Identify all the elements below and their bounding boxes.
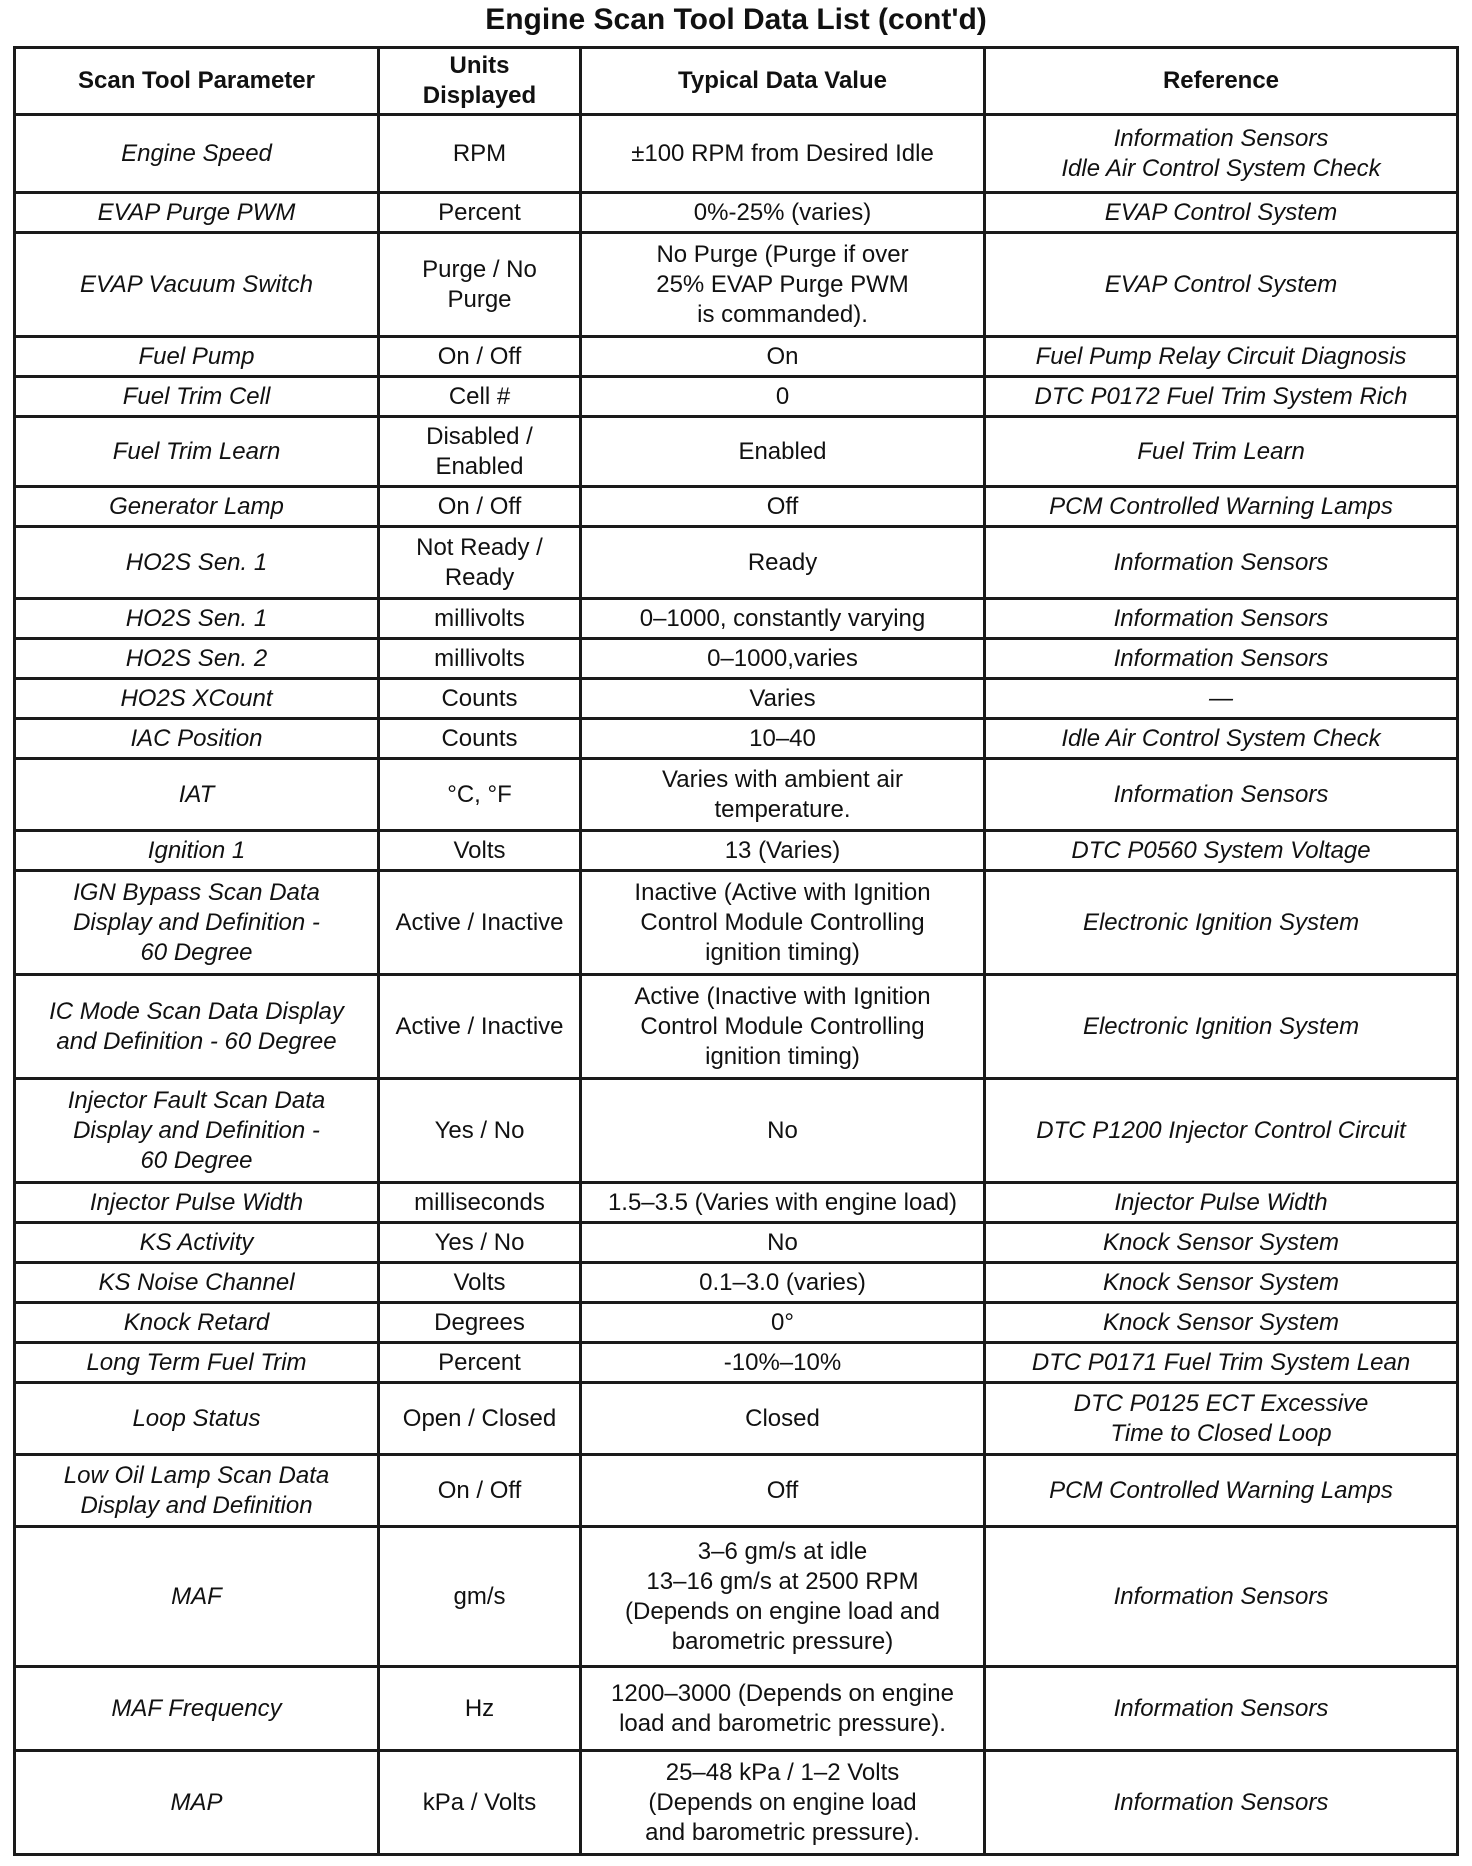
cell-typical-value-line: Off <box>766 1476 799 1504</box>
cell-typical-value-line: (Depends on engine load and <box>625 1597 940 1625</box>
cell-parameter <box>15 377 379 417</box>
cell-parameter-line: Fuel Trim Cell <box>122 382 271 410</box>
cell-parameter-line: Display and Definition - <box>73 908 320 936</box>
cell-parameter <box>15 115 379 193</box>
cell-typical-value-line: No <box>767 1228 798 1256</box>
table-row <box>15 1527 1458 1667</box>
table-row <box>15 1455 1458 1527</box>
header-typical-data-value: Typical Data Value <box>581 48 985 115</box>
cell-parameter <box>15 1527 379 1667</box>
cell-typical-value <box>581 1263 985 1303</box>
cell-reference <box>985 487 1458 527</box>
cell-typical-value-line: Control Module Controlling <box>640 908 925 936</box>
cell-typical-value-line: 0%-25% (varies) <box>693 198 872 226</box>
cell-units-line: Enabled <box>435 452 524 480</box>
cell-typical-value-line: Control Module Controlling <box>640 1012 925 1040</box>
cell-parameter-line: KS Noise Channel <box>98 1268 295 1296</box>
cell-units-line: Hz <box>464 1694 495 1722</box>
table-row <box>15 759 1458 831</box>
cell-units <box>379 1263 581 1303</box>
cell-parameter-line: HO2S Sen. 1 <box>125 604 268 632</box>
cell-typical-value-line: No Purge (Purge if over <box>656 240 909 268</box>
table-row <box>15 417 1458 487</box>
table-body <box>15 115 1458 1855</box>
cell-typical-value <box>581 599 985 639</box>
cell-typical-value-line: 1200–3000 (Depends on engine <box>611 1679 954 1707</box>
table-row <box>15 1223 1458 1263</box>
cell-parameter-line: EVAP Vacuum Switch <box>80 270 313 298</box>
cell-parameter-line: HO2S Sen. 2 <box>125 644 268 672</box>
cell-typical-value <box>581 417 985 487</box>
cell-typical-value <box>581 1383 985 1455</box>
cell-units <box>379 871 581 975</box>
cell-typical-value-line: 0.1–3.0 (varies) <box>699 1268 866 1296</box>
cell-parameter <box>15 487 379 527</box>
cell-typical-value <box>581 679 985 719</box>
cell-parameter-line: IC Mode Scan Data Display <box>49 997 344 1025</box>
cell-units <box>379 719 581 759</box>
cell-reference-line: Information Sensors <box>1113 1694 1329 1722</box>
cell-typical-value-line: ±100 RPM from Desired Idle <box>631 139 934 167</box>
cell-reference <box>985 417 1458 487</box>
cell-reference <box>985 1455 1458 1527</box>
cell-reference <box>985 1383 1458 1455</box>
cell-reference <box>985 831 1458 871</box>
cell-units <box>379 487 581 527</box>
cell-reference-line: PCM Controlled Warning Lamps <box>1049 492 1393 520</box>
cell-units <box>379 599 581 639</box>
cell-typical-value-line: 0–1000, constantly varying <box>639 604 926 632</box>
cell-units-line: Active / Inactive <box>395 1012 564 1040</box>
cell-typical-value <box>581 233 985 337</box>
cell-reference-line: Information Sensors <box>1113 548 1329 576</box>
cell-units <box>379 1383 581 1455</box>
header-units-line2: Displayed <box>422 82 537 109</box>
table-row <box>15 1263 1458 1303</box>
cell-units-line: millivolts <box>434 644 525 672</box>
cell-units <box>379 417 581 487</box>
cell-units <box>379 1667 581 1751</box>
cell-typical-value-line: Off <box>766 492 799 520</box>
cell-units-line: Disabled / <box>426 422 533 450</box>
cell-units <box>379 1079 581 1183</box>
cell-parameter-line: MAF Frequency <box>111 1694 282 1722</box>
page-title: Engine Scan Tool Data List (cont'd) <box>485 3 987 36</box>
cell-reference-line: Information Sensors <box>1113 124 1329 152</box>
cell-units-line: Volts <box>453 836 506 864</box>
cell-reference-line: Knock Sensor System <box>1102 1268 1340 1296</box>
cell-typical-value-line: Enabled <box>738 437 827 465</box>
cell-typical-value <box>581 1751 985 1855</box>
cell-parameter <box>15 639 379 679</box>
cell-parameter <box>15 719 379 759</box>
cell-reference <box>985 337 1458 377</box>
cell-units <box>379 233 581 337</box>
cell-typical-value <box>581 1667 985 1751</box>
cell-parameter-line: 60 Degree <box>140 1146 253 1174</box>
table-row <box>15 599 1458 639</box>
cell-reference <box>985 639 1458 679</box>
header-reference: Reference <box>985 48 1458 115</box>
cell-reference-line: DTC P0125 ECT Excessive <box>1073 1389 1369 1417</box>
cell-parameter-line: MAF <box>171 1582 222 1610</box>
cell-parameter <box>15 193 379 233</box>
cell-reference-line: DTC P0171 Fuel Trim System Lean <box>1031 1348 1411 1376</box>
cell-reference-line: Fuel Trim Learn <box>1137 437 1305 465</box>
cell-reference <box>985 1527 1458 1667</box>
cell-units-line: Ready <box>444 563 515 591</box>
cell-parameter <box>15 1667 379 1751</box>
cell-parameter-line: Long Term Fuel Trim <box>86 1348 307 1376</box>
cell-typical-value <box>581 1223 985 1263</box>
cell-typical-value <box>581 639 985 679</box>
cell-units-line: Purge <box>447 285 512 313</box>
cell-units <box>379 1455 581 1527</box>
cell-typical-value-line: 25–48 kPa / 1–2 Volts <box>665 1758 900 1786</box>
cell-typical-value <box>581 1527 985 1667</box>
cell-typical-value-line: 0 <box>775 382 790 410</box>
table-row <box>15 871 1458 975</box>
table-row <box>15 377 1458 417</box>
table-row <box>15 831 1458 871</box>
table-row <box>15 193 1458 233</box>
cell-parameter-line: Generator Lamp <box>109 492 284 520</box>
cell-units <box>379 527 581 599</box>
cell-typical-value-line: is commanded). <box>697 300 868 328</box>
cell-parameter-line: Fuel Trim Learn <box>112 437 281 465</box>
cell-reference-line: EVAP Control System <box>1104 270 1338 298</box>
cell-parameter <box>15 1223 379 1263</box>
cell-parameter-line: EVAP Purge PWM <box>97 198 296 226</box>
cell-reference-line: PCM Controlled Warning Lamps <box>1049 1476 1393 1504</box>
cell-typical-value-line: No <box>767 1116 798 1144</box>
scan-data-table <box>13 46 1459 1856</box>
cell-reference <box>985 1183 1458 1223</box>
cell-typical-value-line: temperature. <box>714 795 851 823</box>
cell-parameter-line: Engine Speed <box>121 139 272 167</box>
cell-typical-value-line: 0–1000,varies <box>707 644 858 672</box>
cell-typical-value-line: and barometric pressure). <box>645 1818 920 1846</box>
cell-reference <box>985 377 1458 417</box>
cell-reference <box>985 1667 1458 1751</box>
table-row <box>15 639 1458 679</box>
cell-parameter <box>15 1303 379 1343</box>
cell-typical-value-line: On <box>766 342 799 370</box>
cell-reference-line: Information Sensors <box>1113 644 1329 672</box>
cell-units <box>379 679 581 719</box>
cell-reference <box>985 599 1458 639</box>
cell-reference <box>985 115 1458 193</box>
cell-units <box>379 831 581 871</box>
cell-reference <box>985 527 1458 599</box>
cell-units <box>379 337 581 377</box>
cell-reference <box>985 233 1458 337</box>
cell-typical-value-line: 13–16 gm/s at 2500 RPM <box>646 1567 919 1595</box>
cell-reference-line: DTC P0172 Fuel Trim System Rich <box>1034 382 1408 410</box>
cell-units-line: RPM <box>452 139 507 167</box>
cell-parameter-line: HO2S Sen. 1 <box>125 548 268 576</box>
cell-parameter-line: Ignition 1 <box>147 836 246 864</box>
cell-reference <box>985 975 1458 1079</box>
cell-parameter-line: Loop Status <box>132 1404 261 1432</box>
table-row <box>15 487 1458 527</box>
cell-units-line: Yes / No <box>434 1228 525 1256</box>
cell-parameter <box>15 417 379 487</box>
cell-typical-value <box>581 759 985 831</box>
cell-typical-value-line: Inactive (Active with Ignition <box>634 878 931 906</box>
cell-typical-value-line: load and barometric pressure). <box>619 1709 946 1737</box>
cell-units <box>379 1343 581 1383</box>
cell-typical-value-line: (Depends on engine load <box>648 1788 917 1816</box>
cell-units-line: On / Off <box>437 342 522 370</box>
table-row <box>15 1751 1458 1855</box>
cell-reference-line: DTC P0560 System Voltage <box>1071 836 1371 864</box>
cell-units <box>379 193 581 233</box>
table-row <box>15 1667 1458 1751</box>
cell-parameter <box>15 599 379 639</box>
table-row <box>15 1303 1458 1343</box>
cell-reference <box>985 1079 1458 1183</box>
cell-reference-line: — <box>1209 684 1233 712</box>
cell-parameter <box>15 831 379 871</box>
cell-typical-value <box>581 527 985 599</box>
cell-units-line: Not Ready / <box>416 533 543 561</box>
cell-units-line: millivolts <box>434 604 525 632</box>
cell-units <box>379 1223 581 1263</box>
cell-typical-value <box>581 377 985 417</box>
cell-reference-line: Time to Closed Loop <box>1110 1419 1332 1447</box>
cell-reference-line: Information Sensors <box>1113 780 1329 808</box>
cell-typical-value <box>581 719 985 759</box>
cell-typical-value-line: 25% EVAP Purge PWM <box>656 270 909 298</box>
cell-reference-line: DTC P1200 Injector Control Circuit <box>1036 1116 1406 1144</box>
cell-typical-value-line: Varies with ambient air <box>662 765 903 793</box>
cell-typical-value-line: Active (Inactive with Ignition <box>634 982 931 1010</box>
table-row <box>15 1079 1458 1183</box>
cell-typical-value <box>581 487 985 527</box>
cell-units <box>379 1751 581 1855</box>
cell-reference <box>985 719 1458 759</box>
cell-typical-value <box>581 975 985 1079</box>
cell-units-line: Counts <box>441 684 518 712</box>
cell-parameter-line: and Definition - 60 Degree <box>56 1027 337 1055</box>
cell-units <box>379 377 581 417</box>
cell-units-line: Purge / No <box>422 255 537 283</box>
cell-units-line: Open / Closed <box>402 1404 557 1432</box>
table-row <box>15 975 1458 1079</box>
cell-units <box>379 1527 581 1667</box>
cell-typical-value <box>581 1303 985 1343</box>
header-units-displayed <box>379 48 581 115</box>
cell-units-line: On / Off <box>437 1476 522 1504</box>
cell-parameter <box>15 871 379 975</box>
cell-reference-line: Injector Pulse Width <box>1114 1188 1328 1216</box>
cell-parameter <box>15 527 379 599</box>
cell-parameter-line: MAP <box>170 1788 223 1816</box>
cell-units-line: On / Off <box>437 492 522 520</box>
cell-units <box>379 759 581 831</box>
cell-typical-value-line: -10%–10% <box>723 1348 842 1376</box>
cell-units-line: Percent <box>438 1348 521 1376</box>
cell-typical-value-line: 10–40 <box>749 724 816 752</box>
cell-parameter <box>15 337 379 377</box>
cell-parameter-line: IGN Bypass Scan Data <box>73 878 320 906</box>
cell-typical-value <box>581 831 985 871</box>
cell-reference-line: Information Sensors <box>1113 604 1329 632</box>
cell-reference <box>985 1223 1458 1263</box>
cell-units-line: gm/s <box>453 1582 506 1610</box>
cell-units <box>379 1303 581 1343</box>
cell-parameter-line: KS Activity <box>139 1228 254 1256</box>
table-row <box>15 527 1458 599</box>
cell-parameter-line: Display and Definition <box>80 1491 313 1519</box>
cell-typical-value <box>581 871 985 975</box>
cell-reference-line: Knock Sensor System <box>1102 1308 1340 1336</box>
cell-reference-line: Electronic Ignition System <box>1082 1012 1360 1040</box>
cell-parameter-line: Injector Pulse Width <box>89 1188 304 1216</box>
cell-reference-line: EVAP Control System <box>1104 198 1338 226</box>
cell-parameter-line: IAC Position <box>130 724 263 752</box>
cell-parameter <box>15 233 379 337</box>
cell-typical-value <box>581 193 985 233</box>
cell-units <box>379 639 581 679</box>
cell-units-line: Volts <box>453 1268 506 1296</box>
table-row <box>15 233 1458 337</box>
cell-units-line: Active / Inactive <box>395 908 564 936</box>
table-row <box>15 719 1458 759</box>
header-scan-tool-parameter: Scan Tool Parameter <box>15 48 379 115</box>
cell-reference-line: Information Sensors <box>1113 1582 1329 1610</box>
cell-parameter <box>15 1183 379 1223</box>
cell-typical-value <box>581 115 985 193</box>
cell-typical-value-line: Varies <box>749 684 816 712</box>
cell-reference <box>985 679 1458 719</box>
cell-units-line: kPa / Volts <box>422 1788 537 1816</box>
cell-typical-value-line: 13 (Varies) <box>724 836 841 864</box>
cell-units <box>379 115 581 193</box>
cell-units-line: Percent <box>438 198 521 226</box>
cell-typical-value-line: Closed <box>745 1404 820 1432</box>
cell-parameter-line: Injector Fault Scan Data <box>67 1086 326 1114</box>
cell-reference <box>985 759 1458 831</box>
cell-units-line: Degrees <box>434 1308 525 1336</box>
cell-parameter-line: Knock Retard <box>123 1308 270 1336</box>
cell-typical-value <box>581 1343 985 1383</box>
cell-reference <box>985 871 1458 975</box>
cell-typical-value <box>581 1079 985 1183</box>
cell-typical-value <box>581 1183 985 1223</box>
cell-reference <box>985 1303 1458 1343</box>
cell-reference-line: Electronic Ignition System <box>1082 908 1360 936</box>
cell-reference <box>985 1751 1458 1855</box>
cell-units <box>379 975 581 1079</box>
table-row <box>15 1343 1458 1383</box>
cell-reference-line: Information Sensors <box>1113 1788 1329 1816</box>
cell-units <box>379 1183 581 1223</box>
cell-parameter <box>15 1343 379 1383</box>
table-row <box>15 1183 1458 1223</box>
cell-typical-value-line: 1.5–3.5 (Varies with engine load) <box>607 1188 958 1216</box>
table-row <box>15 337 1458 377</box>
table-row <box>15 679 1458 719</box>
header-row <box>15 48 1458 115</box>
cell-typical-value <box>581 1455 985 1527</box>
cell-parameter-line: 60 Degree <box>140 938 253 966</box>
cell-parameter <box>15 1455 379 1527</box>
cell-units-line: Counts <box>441 724 518 752</box>
cell-parameter <box>15 1079 379 1183</box>
cell-typical-value <box>581 337 985 377</box>
cell-typical-value-line: 0° <box>771 1308 794 1336</box>
cell-parameter <box>15 759 379 831</box>
cell-parameter-line: Fuel Pump <box>138 342 255 370</box>
cell-reference <box>985 1343 1458 1383</box>
cell-typical-value-line: ignition timing) <box>705 938 860 966</box>
cell-units-line: milliseconds <box>414 1188 545 1216</box>
cell-parameter-line: Display and Definition - <box>73 1116 320 1144</box>
cell-parameter <box>15 975 379 1079</box>
cell-typical-value-line: 3–6 gm/s at idle <box>697 1537 868 1565</box>
cell-units-line: Yes / No <box>434 1116 525 1144</box>
header-units-line1: Units <box>449 52 510 79</box>
cell-typical-value-line: ignition timing) <box>705 1042 860 1070</box>
table-row <box>15 115 1458 193</box>
cell-reference-line: Knock Sensor System <box>1102 1228 1340 1256</box>
cell-parameter-line: Low Oil Lamp Scan Data <box>63 1461 330 1489</box>
cell-reference-line: Fuel Pump Relay Circuit Diagnosis <box>1035 342 1407 370</box>
cell-typical-value-line: Ready <box>747 548 818 576</box>
cell-units-line: Cell # <box>448 382 511 410</box>
cell-parameter <box>15 679 379 719</box>
cell-reference <box>985 193 1458 233</box>
cell-parameter <box>15 1383 379 1455</box>
cell-typical-value-line: barometric pressure) <box>671 1627 894 1655</box>
cell-parameter <box>15 1263 379 1303</box>
table-row <box>15 1383 1458 1455</box>
cell-parameter-line: HO2S XCount <box>120 684 273 712</box>
cell-units-line: °C, °F <box>447 780 512 808</box>
cell-reference <box>985 1263 1458 1303</box>
cell-parameter <box>15 1751 379 1855</box>
cell-reference-line: Idle Air Control System Check <box>1061 154 1381 182</box>
cell-reference-line: Idle Air Control System Check <box>1061 724 1381 752</box>
cell-parameter-line: IAT <box>178 780 215 808</box>
